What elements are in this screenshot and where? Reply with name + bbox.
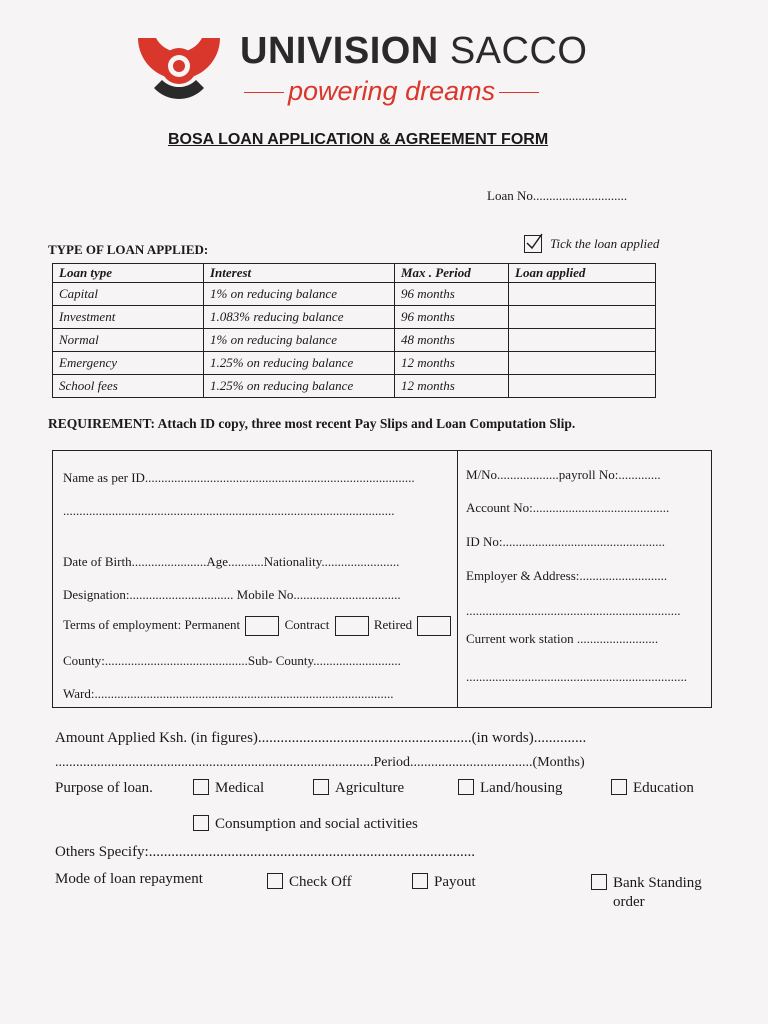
table-header: Loan applied: [509, 264, 656, 283]
loan-applied-cell[interactable]: [509, 306, 656, 329]
contract-label: Contract: [284, 616, 330, 632]
amount-applied-field[interactable]: Amount Applied Ksh. (in figures).........................................................(in words)..............: [55, 730, 587, 746]
brand-tagline: powering dreams: [240, 76, 543, 107]
retired-label: Retired: [373, 616, 413, 632]
period-cell: 96 months: [395, 283, 509, 306]
table-row: [53, 283, 656, 306]
designation-mobile-field[interactable]: Designation:................................ Mobile No.................................: [63, 587, 401, 602]
employer-address-cont[interactable]: ..................................................................: [466, 603, 681, 618]
checkbox-icon[interactable]: [591, 874, 607, 890]
loan-type-cell: Capital: [53, 283, 204, 306]
purpose-agriculture-option[interactable]: Agriculture: [313, 780, 404, 797]
dob-age-nationality-field[interactable]: Date of Birth.......................Age...........Nationality........................: [63, 554, 400, 569]
name-field[interactable]: Name as per ID...................................................................................: [63, 470, 415, 485]
interest-cell: 1% on reducing balance: [204, 329, 395, 352]
terms-of-employment: [63, 616, 453, 636]
account-number-field[interactable]: Account No:..........................................: [466, 500, 670, 515]
table-header: Max . Period: [395, 264, 509, 283]
purpose-land-housing-option[interactable]: Land/housing: [458, 780, 563, 797]
loan-type-cell: School fees: [53, 375, 204, 398]
period-cell: 48 months: [395, 329, 509, 352]
checkbox-icon[interactable]: [193, 779, 209, 795]
repayment-label: Mode of loan repayment: [55, 871, 203, 887]
checked-box-icon: [524, 235, 542, 253]
member-payroll-field[interactable]: M/No...................payroll No:.............: [466, 467, 661, 482]
requirement-note: REQUIREMENT: Attach ID copy, three most recent Pay Slips and Loan Computation Slip.: [48, 416, 576, 431]
checkbox-icon[interactable]: [313, 779, 329, 795]
employer-address-field[interactable]: Employer & Address:...........................: [466, 568, 668, 583]
interest-cell: 1.083% reducing balance: [204, 306, 395, 329]
others-specify-field[interactable]: Others Specify:.......................................................................................: [55, 844, 475, 860]
tick-note: Tick the loan applied: [524, 235, 659, 253]
checkbox-icon[interactable]: [412, 873, 428, 889]
loan-applied-cell[interactable]: [509, 352, 656, 375]
loan-type-heading: TYPE OF LOAN APPLIED:: [48, 242, 209, 257]
name-field-cont[interactable]: ......................................................................................................: [63, 503, 395, 518]
period-cell: 12 months: [395, 375, 509, 398]
period-field[interactable]: ...........................................................................................Period...................................(Months): [55, 755, 585, 770]
interest-cell: 1.25% on reducing balance: [204, 375, 395, 398]
sacco-logo-icon: [134, 30, 224, 108]
brand-name: UNIVISION SACCO: [240, 30, 588, 72]
ward-field[interactable]: Ward:............................................................................................: [63, 686, 394, 701]
id-number-field[interactable]: ID No:..................................................: [466, 534, 665, 549]
period-cell: 96 months: [395, 306, 509, 329]
loan-number-field[interactable]: Loan No.............................: [487, 188, 628, 203]
purpose-medical-option[interactable]: Medical: [193, 780, 264, 797]
loan-type-cell: Emergency: [53, 352, 204, 375]
table-row: [53, 375, 656, 398]
checkbox-icon[interactable]: [458, 779, 474, 795]
checkbox-icon[interactable]: [193, 815, 209, 831]
loan-type-table: [52, 263, 656, 398]
repayment-checkoff-option[interactable]: Check Off: [267, 874, 352, 891]
checkbox-icon[interactable]: [267, 873, 283, 889]
loan-applied-cell[interactable]: [509, 283, 656, 306]
loan-type-cell: Investment: [53, 306, 204, 329]
county-field[interactable]: County:............................................Sub- County...........................: [63, 653, 401, 668]
work-station-cont[interactable]: ....................................................................: [466, 669, 687, 684]
permanent-checkbox[interactable]: [245, 616, 279, 636]
loan-type-cell: Normal: [53, 329, 204, 352]
contract-checkbox[interactable]: [335, 616, 369, 636]
purpose-label: Purpose of loan.: [55, 780, 153, 796]
checkbox-icon[interactable]: [611, 779, 627, 795]
period-cell: 12 months: [395, 352, 509, 375]
table-row: [53, 329, 656, 352]
table-row: [53, 352, 656, 375]
repayment-payout-option[interactable]: Payout: [412, 874, 476, 891]
details-divider: [457, 450, 458, 708]
repayment-bank-standing-option[interactable]: Bank Standing order: [591, 874, 702, 912]
interest-cell: 1% on reducing balance: [204, 283, 395, 306]
loan-applied-cell[interactable]: [509, 375, 656, 398]
interest-cell: 1.25% on reducing balance: [204, 352, 395, 375]
purpose-education-option[interactable]: Education: [611, 780, 694, 797]
terms-label: Terms of employment: Permanent: [63, 616, 241, 632]
work-station-field[interactable]: Current work station .........................: [466, 631, 659, 646]
loan-applied-cell[interactable]: [509, 329, 656, 352]
purpose-consumption-option[interactable]: Consumption and social activities: [193, 816, 418, 833]
form-title: BOSA LOAN APPLICATION & AGREEMENT FORM: [168, 131, 549, 148]
table-row: [53, 306, 656, 329]
retired-checkbox[interactable]: [417, 616, 451, 636]
table-header: Loan type: [53, 264, 204, 283]
table-header: Interest: [204, 264, 395, 283]
